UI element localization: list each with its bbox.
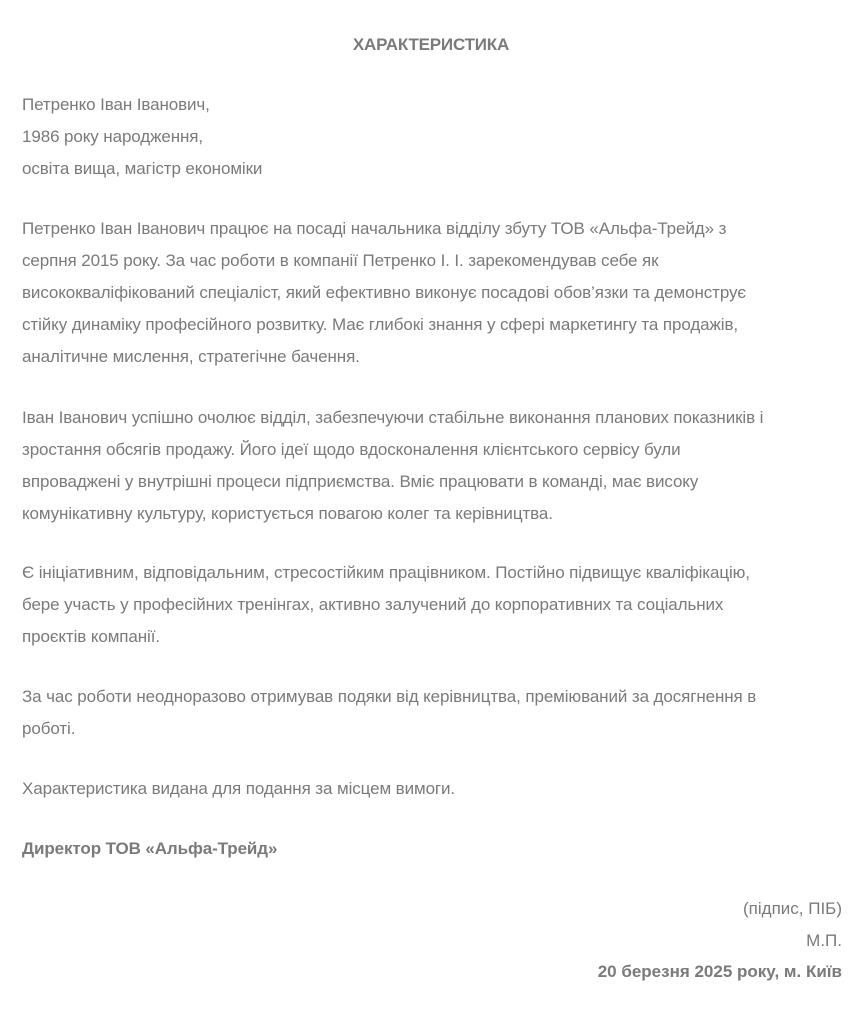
text-line: проєктів компанії. <box>22 627 160 646</box>
signature-note: (підпис, ПІБ) <box>743 899 842 918</box>
document-title: ХАРАКТЕРИСТИКА <box>352 35 510 54</box>
paragraph-2 <box>22 402 844 530</box>
text-line: аналітичне мислення, стратегічне бачення. <box>22 347 360 366</box>
full-name: Петренко Іван Іванович, <box>22 95 210 114</box>
signatory: Директор ТОВ «Альфа-Трейд» <box>22 839 278 858</box>
paragraph-4 <box>22 681 844 745</box>
text-line: За час роботи неодноразово отримував подяки від керівництва, преміюваний за досягнення в <box>22 687 757 706</box>
birth-year: 1986 року народження, <box>22 127 204 146</box>
text-line: комунікативну культуру, користується повагою колег та керівництва. <box>22 504 553 523</box>
text-line: серпня 2015 року. За час роботи в компанії Петренко І. І. зарекомендував себе як <box>22 251 659 270</box>
stamp-note: М.П. <box>806 931 842 950</box>
personal-info <box>22 89 844 185</box>
text-line: роботі. <box>22 719 76 738</box>
text-line: висококваліфікований спеціаліст, який ефективно виконує посадові обов’язки та демонструє <box>22 283 746 302</box>
paragraph-5 <box>22 773 844 805</box>
paragraph-1 <box>22 213 844 373</box>
date-place: 20 березня 2025 року, м. Київ <box>597 962 842 981</box>
paragraph-3 <box>22 557 844 653</box>
text-line: бере участь у професійних тренінгах, активно залучений до корпоративних та соціальних <box>22 595 724 614</box>
text-line: Петренко Іван Іванович працює на посаді начальника відділу збуту ТОВ «Альфа-Трейд» з <box>22 219 727 238</box>
education: освіта вища, магістр економіки <box>22 159 263 178</box>
text-line: зростання обсягів продажу. Його ідеї щодо вдосконалення клієнтського сервісу були <box>22 440 681 459</box>
text-line: Характеристика видана для подання за місцем вимоги. <box>22 779 456 798</box>
text-line: Є ініціативним, відповідальним, стресостійким працівником. Постійно підвищує кваліфікацію, <box>22 563 750 582</box>
text-line: стійку динаміку професійного розвитку. Має глибокі знання у сфері маркетингу та продажів, <box>22 315 738 334</box>
text-line: впроваджені у внутрішні процеси підприємства. Вміє працювати в команді, має високу <box>22 472 699 491</box>
text-line: Іван Іванович успішно очолює відділ, забезпечуючи стабільне виконання планових показників і <box>22 408 764 427</box>
